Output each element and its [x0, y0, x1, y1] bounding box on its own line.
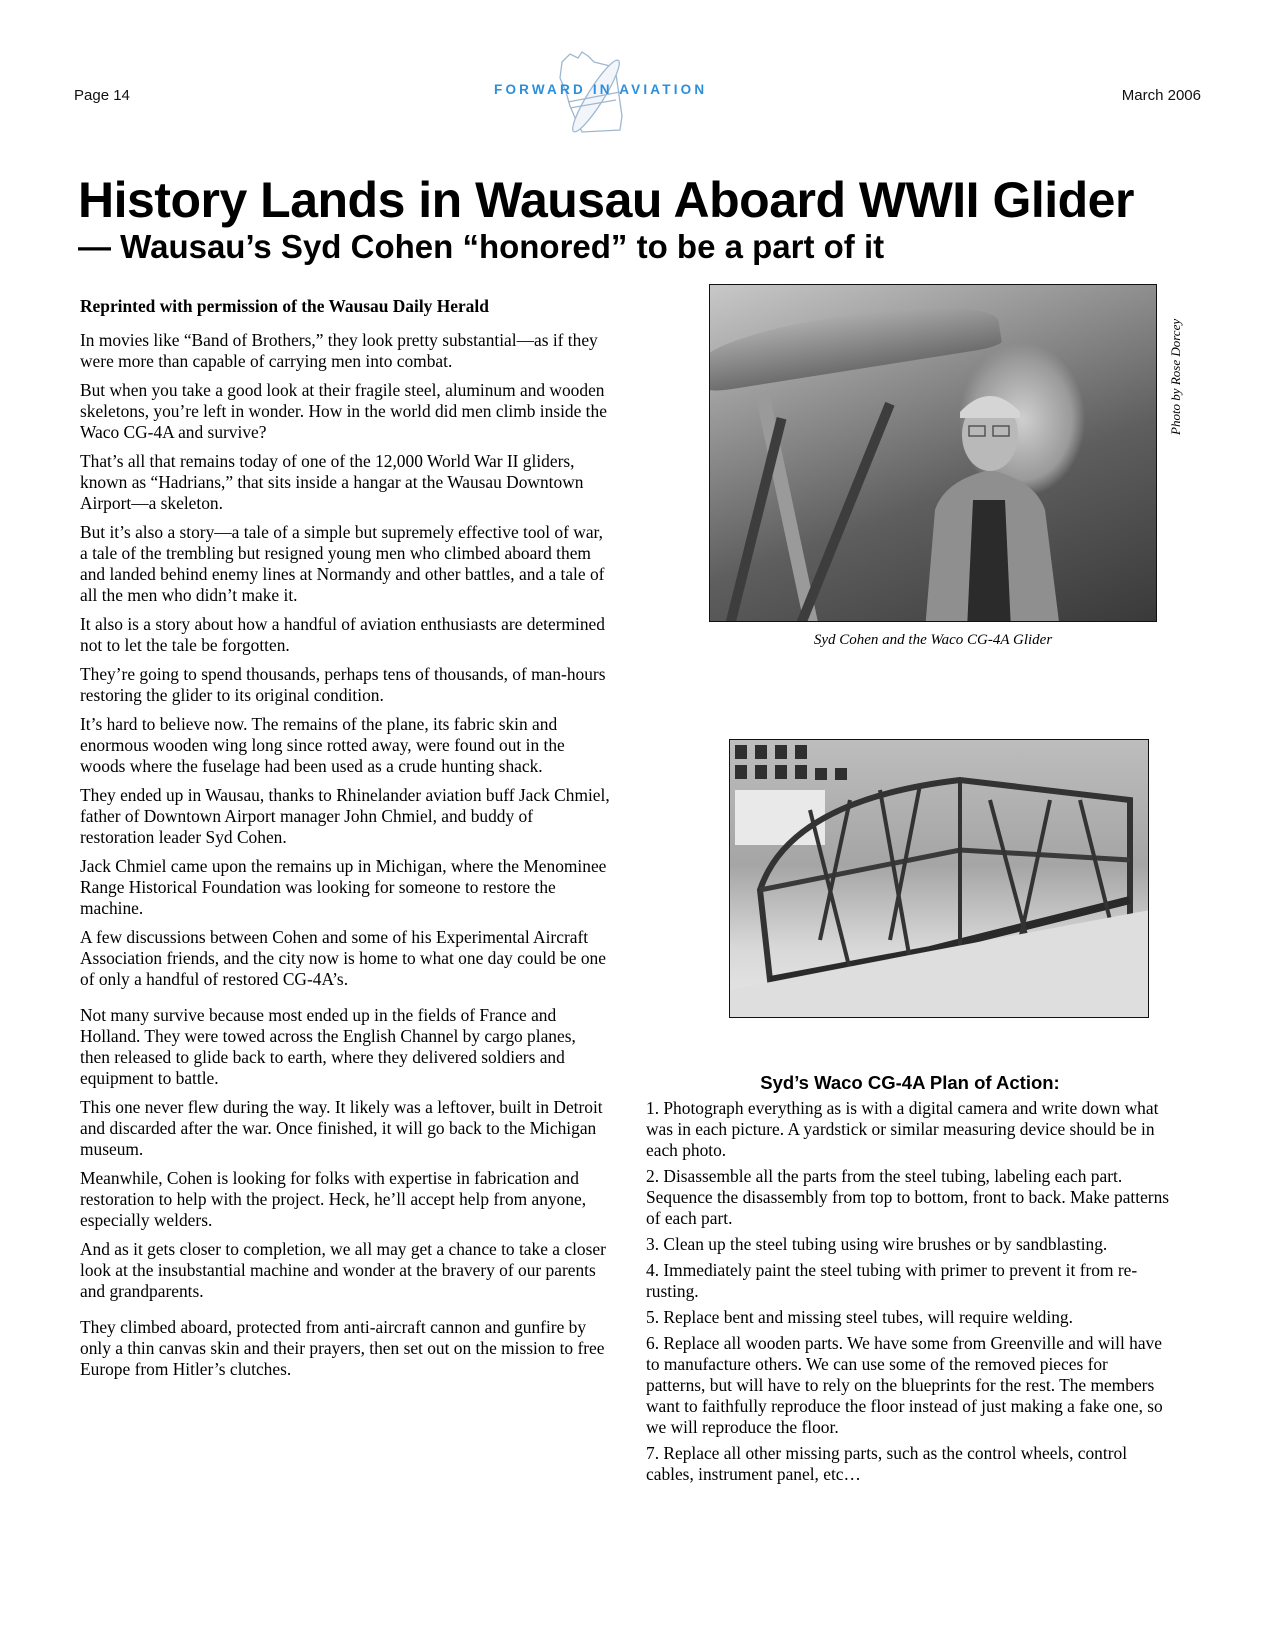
paragraph: Jack Chmiel came upon the remains up in Michigan, where the Menominee Range Historical Foundation was looking for someone to restore the machine. — [80, 856, 607, 918]
paragraph: They climbed aboard, protected from anti-aircraft cannon and gunfire by only a thin canvas skin and their prayers, then set out on the mission to free Europe from Hitler’s clutches. — [80, 1317, 605, 1379]
plan-item: 5. Replace bent and missing steel tubes, will require welding. — [646, 1307, 1073, 1327]
paragraph: A few discussions between Cohen and some of his Experimental Aircraft Association friends, and the city now is home to what one day could be one of only a handful of restored CG-4A’s. — [80, 927, 606, 989]
paragraph: That’s all that remains today of one of the 12,000 World War II gliders, known as “Hadrians,” that sits inside a hangar at the Wausau Downtown Airport—a skeleton. — [80, 451, 584, 513]
person-silhouette-icon — [905, 360, 1075, 622]
plan-item: 1. Photograph everything as is with a digital camera and write down what was in each picture. A yardstick or similar measuring device should be in each photo. — [646, 1098, 1159, 1160]
article-body — [80, 296, 610, 1388]
paragraph: But when you take a good look at their fragile steel, aluminum and wooden skeletons, you’re left in wonder. How in the world did men climb inside the Waco CG-4A and survive? — [80, 380, 607, 442]
paragraph: In movies like “Band of Brothers,” they look pretty substantial—as if they were more than capable of carrying men into combat. — [80, 330, 598, 371]
photo-glider-skeleton — [729, 739, 1149, 1018]
paragraph: Meanwhile, Cohen is looking for folks with expertise in fabrication and restoration to help with the project. Heck, he’ll accept help from anyone, especially welders. — [80, 1168, 587, 1230]
glider-strut — [756, 396, 818, 622]
article-title: History Lands in Wausau Aboard WWII Glider — [78, 172, 1134, 228]
paragraph: And as it gets closer to completion, we all may get a chance to take a closer look at the insubstantial machine and wonder at the bravery of our parents and grandparents. — [80, 1239, 606, 1301]
issue-date: March 2006 — [1121, 87, 1201, 104]
plan-item: 6. Replace all wooden parts. We have some from Greenville and will have to manufacture others. We can use some of the removed pieces for patterns, but will have to rely on the blueprints for the rest. The members want to faithfully reproduce the floor instead of just making a fake one, so we will reproduce the floor. — [646, 1333, 1163, 1437]
plan-item: 2. Disassemble all the parts from the steel tubing, labeling each part. Sequence the disassembly from top to bottom, front to back. Make patterns of each part. — [646, 1166, 1170, 1228]
paragraph: This one never flew during the way. It likely was a leftover, built in Detroit and discarded after the war. Once finished, it will go back to the Michigan museum. — [80, 1097, 603, 1159]
logo-text: FORWARD IN AVIATION — [494, 82, 708, 97]
plan-item: 4. Immediately paint the steel tubing with primer to prevent it from re-rusting. — [646, 1260, 1138, 1301]
paragraph: Not many survive because most ended up in the fields of France and Holland. They were towed across the English Channel by cargo planes, then released to glide back to earth, where they delivered soldiers and equipment to battle. — [80, 1005, 576, 1088]
glider-frame-illustration-icon — [730, 740, 1149, 1018]
glider-strut — [724, 417, 787, 622]
paragraph: They ended up in Wausau, thanks to Rhinelander aviation buff Jack Chmiel, father of Downtown Airport manager John Chmiel, and buddy of restoration leader Syd Cohen. — [80, 785, 610, 847]
article-subtitle: — Wausau’s Syd Cohen “honored” to be a part of it — [78, 228, 885, 265]
page-number: Page 14 — [74, 87, 130, 104]
plan-item: 3. Clean up the steel tubing using wire brushes or by sandblasting. — [646, 1234, 1108, 1254]
plan-of-action-list — [646, 1098, 1171, 1490]
reprint-credit: Reprinted with permission of the Wausau Daily Herald — [80, 296, 489, 316]
glider-strut — [795, 402, 894, 622]
newsletter-logo — [470, 44, 750, 136]
paragraph: It’s hard to believe now. The remains of the plane, its fabric skin and enormous wooden wing long since rotted away, were found out in the woods where the fuselage had been used as a crude hunting shack. — [80, 714, 565, 776]
paragraph: They’re going to spend thousands, perhaps tens of thousands, of man-hours restoring the glider to its original condition. — [80, 664, 606, 705]
paragraph: But it’s also a story—a tale of a simple but supremely effective tool of war, a tale of the trembling but resigned young men who climbed aboard them and landed behind enemy lines at Normandy and other battles, and a tale of all the men who didn’t make it. — [80, 522, 605, 605]
photo-caption: Syd Cohen and the Waco CG-4A Glider — [813, 632, 1053, 648]
plan-of-action-title: Syd’s Waco CG-4A Plan of Action: — [760, 1072, 1060, 1093]
plan-item: 7. Replace all other missing parts, such as the control wheels, control cables, instrument panel, etc… — [646, 1443, 1128, 1484]
photo-syd-cohen — [709, 284, 1157, 622]
photo-credit: Photo by Rose Dorcey — [1168, 318, 1183, 435]
paragraph: It also is a story about how a handful of aviation enthusiasts are determined not to let the tale be forgotten. — [80, 614, 605, 655]
